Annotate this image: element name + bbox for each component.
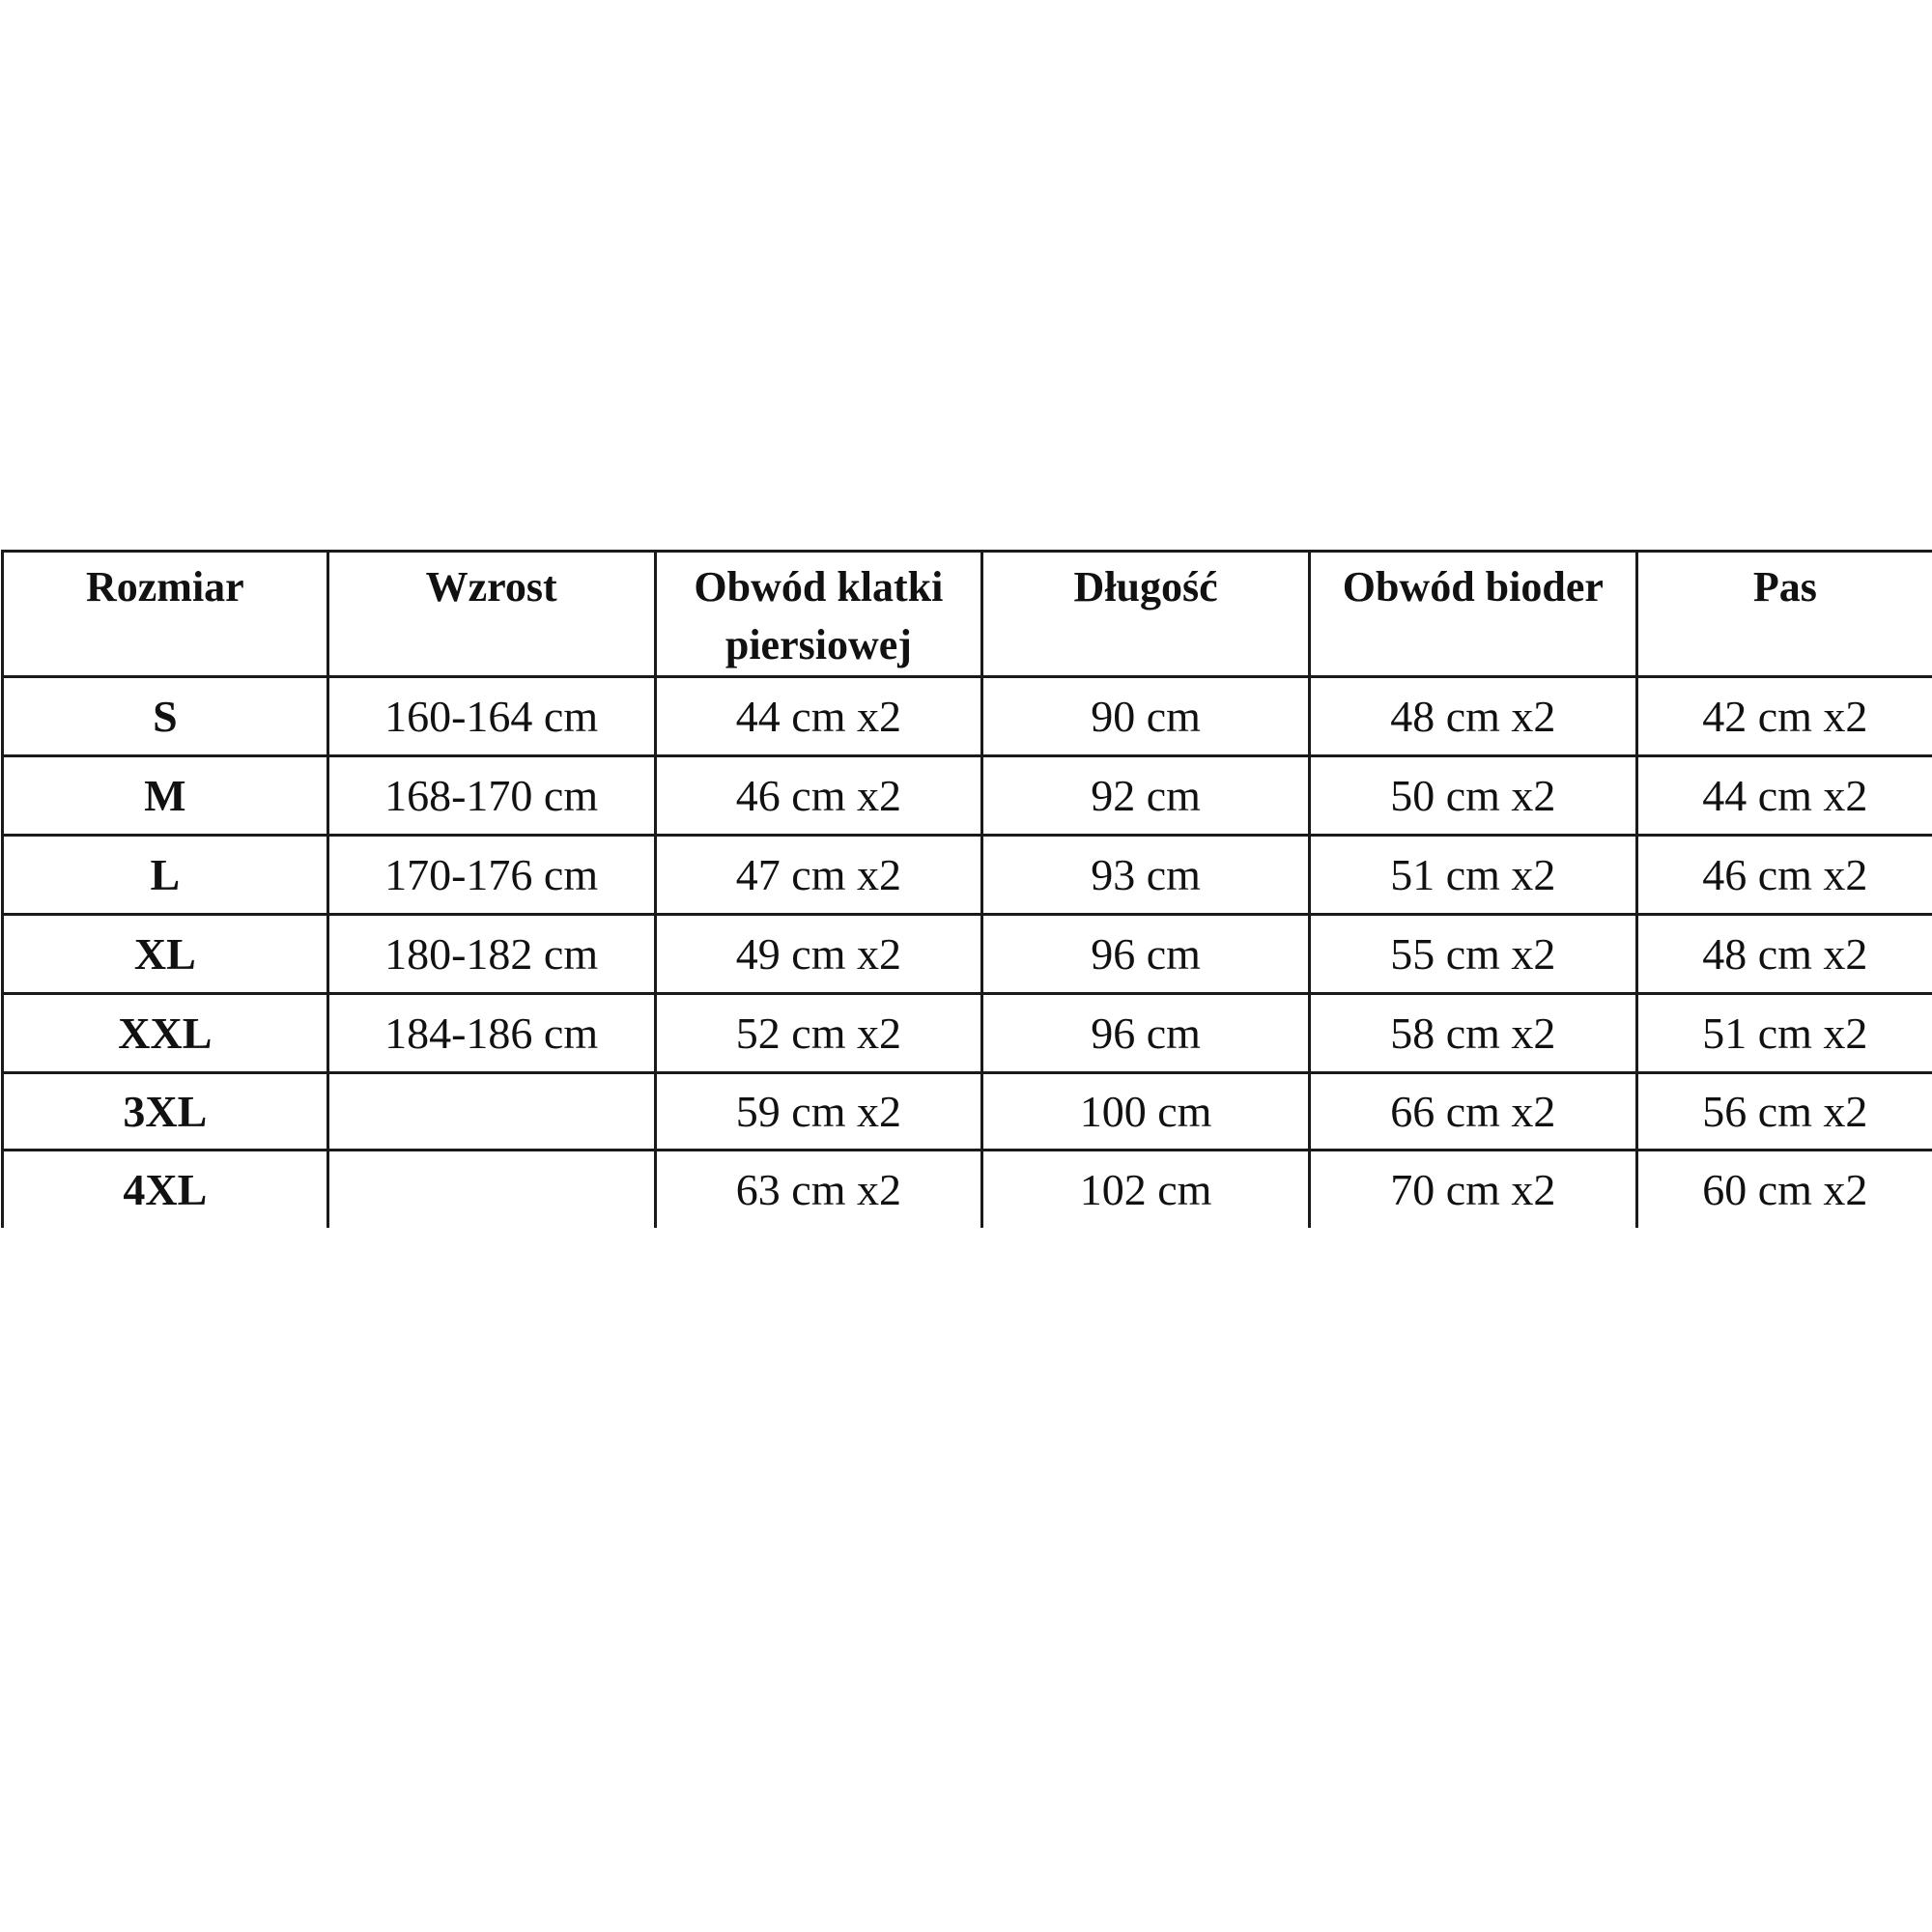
length-value: 102 cm [982, 1151, 1310, 1228]
height-value: 160-164 cm [327, 677, 655, 756]
size-value: S [3, 677, 328, 756]
table-row [3, 915, 1932, 994]
hips-value: 48 cm x2 [1309, 677, 1636, 756]
waist-value: 46 cm x2 [1636, 836, 1932, 915]
header-waist: Pas [1636, 552, 1932, 677]
chest-value: 59 cm x2 [655, 1073, 982, 1151]
waist-value: 51 cm x2 [1636, 994, 1932, 1073]
size-value: 3XL [3, 1073, 328, 1151]
hips-value: 66 cm x2 [1309, 1073, 1636, 1151]
size-chart-table [1, 550, 1932, 1228]
chest-value: 63 cm x2 [655, 1151, 982, 1228]
header-row [3, 552, 1932, 677]
size-value: M [3, 756, 328, 836]
length-value: 92 cm [982, 756, 1310, 836]
hips-value: 51 cm x2 [1309, 836, 1636, 915]
hips-value: 58 cm x2 [1309, 994, 1636, 1073]
header-length: Długość [982, 552, 1310, 677]
table-row [3, 1151, 1932, 1228]
height-value [327, 1073, 655, 1151]
chest-value: 46 cm x2 [655, 756, 982, 836]
chest-value: 49 cm x2 [655, 915, 982, 994]
length-value: 100 cm [982, 1073, 1310, 1151]
hips-value: 70 cm x2 [1309, 1151, 1636, 1228]
table-row [3, 836, 1932, 915]
size-value: XL [3, 915, 328, 994]
height-value: 184-186 cm [327, 994, 655, 1073]
length-value: 90 cm [982, 677, 1310, 756]
hips-value: 55 cm x2 [1309, 915, 1636, 994]
chest-value: 44 cm x2 [655, 677, 982, 756]
waist-value: 56 cm x2 [1636, 1073, 1932, 1151]
height-value: 170-176 cm [327, 836, 655, 915]
size-value: XXL [3, 994, 328, 1073]
waist-value: 48 cm x2 [1636, 915, 1932, 994]
header-size: Rozmiar [3, 552, 328, 677]
height-value: 180-182 cm [327, 915, 655, 994]
size-value: L [3, 836, 328, 915]
waist-value: 60 cm x2 [1636, 1151, 1932, 1228]
length-value: 93 cm [982, 836, 1310, 915]
table-row [3, 677, 1932, 756]
length-value: 96 cm [982, 994, 1310, 1073]
table-row [3, 1073, 1932, 1151]
size-value: 4XL [3, 1151, 328, 1228]
header-height: Wzrost [327, 552, 655, 677]
header-hips: Obwód bioder [1309, 552, 1636, 677]
table-row [3, 756, 1932, 836]
table-row [3, 994, 1932, 1073]
chest-value: 47 cm x2 [655, 836, 982, 915]
waist-value: 42 cm x2 [1636, 677, 1932, 756]
height-value [327, 1151, 655, 1228]
chest-value: 52 cm x2 [655, 994, 982, 1073]
header-chest: Obwód klatki piersiowej [655, 552, 982, 677]
hips-value: 50 cm x2 [1309, 756, 1636, 836]
waist-value: 44 cm x2 [1636, 756, 1932, 836]
height-value: 168-170 cm [327, 756, 655, 836]
length-value: 96 cm [982, 915, 1310, 994]
